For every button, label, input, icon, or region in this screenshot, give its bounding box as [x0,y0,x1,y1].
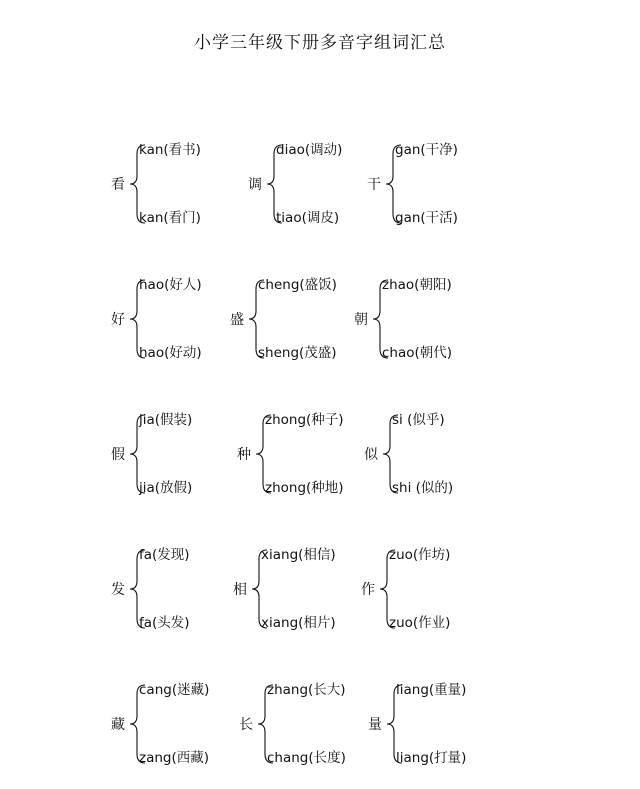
reading-1: zhong(种子) [265,412,344,428]
reading-2: gan(干活) [395,210,458,226]
reading-2: kan(看门) [139,210,201,226]
reading-1: gan(干净) [395,142,458,158]
reading-1: zuo(作坊) [389,547,451,563]
reading-1: cang(迷藏) [139,682,210,698]
reading-2: zhong(种地) [265,480,344,496]
polyphone-char: 看 [111,177,125,193]
reading-1: liang(重量) [396,682,467,698]
polyphone-group [367,140,537,230]
reading-1: fa(发现) [139,547,190,563]
polyphone-group [354,275,524,365]
reading-1: xiang(相信) [261,547,336,563]
page-title: 小学三年级下册多音字组词汇总 [194,33,446,53]
polyphone-group [368,680,538,770]
reading-1: kan(看书) [139,142,201,158]
polyphone-char: 朝 [354,312,368,328]
reading-2: tiao(调皮) [276,210,340,226]
reading-1: diao(调动) [276,142,343,158]
polyphone-char: 相 [233,582,247,598]
reading-2: chao(朝代) [382,345,453,361]
reading-2: liang(打量) [396,750,467,766]
reading-1: si (似乎) [392,412,445,428]
polyphone-char: 似 [364,447,378,463]
reading-2: zang(西藏) [139,750,210,766]
polyphone-char: 长 [239,717,253,733]
polyphone-group [364,410,534,500]
polyphone-char: 盛 [230,312,244,328]
reading-1: zhao(朝阳) [382,277,452,293]
reading-2: shi (似的) [392,480,454,496]
reading-2: fa(头发) [139,615,190,631]
reading-1: cheng(盛饭) [258,277,337,293]
polyphone-char: 好 [111,312,125,328]
polyphone-char: 种 [237,447,251,463]
reading-2: zuo(作业) [389,615,451,631]
reading-2: sheng(茂盛) [258,345,337,361]
polyphone-char: 假 [111,447,125,463]
polyphone-group [361,545,531,635]
reading-1: jia(假装) [139,412,193,428]
reading-2: jia(放假) [139,480,193,496]
reading-2: xiang(相片) [261,615,336,631]
polyphone-char: 量 [368,717,382,733]
reading-2: chang(长度) [267,750,346,766]
polyphone-char: 作 [361,582,375,598]
polyphone-char: 调 [248,177,262,193]
polyphone-char: 干 [367,177,381,193]
reading-1: zhang(长大) [267,682,346,698]
reading-2: hao(好动) [139,345,202,361]
reading-1: hao(好人) [139,277,202,293]
polyphone-char: 发 [111,582,125,598]
polyphone-char: 藏 [111,717,125,733]
